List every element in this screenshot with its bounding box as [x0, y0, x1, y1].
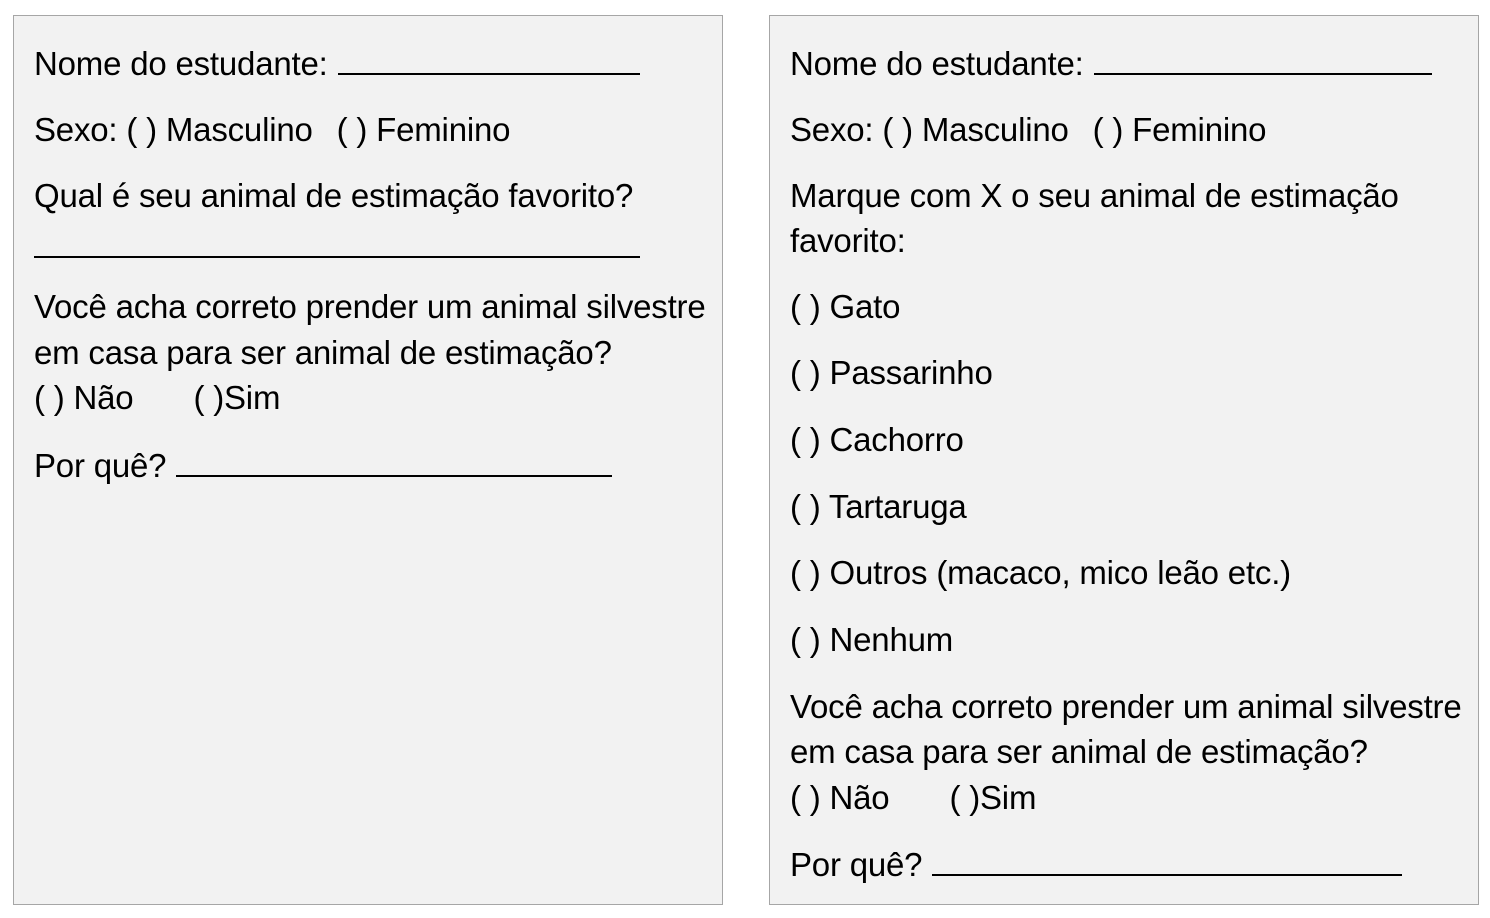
why-answer-blank[interactable]: [176, 445, 612, 477]
sex-option-female[interactable]: ( ) Feminino: [1092, 111, 1267, 148]
questionnaire-version-b: [769, 15, 1479, 905]
pet-option-bird[interactable]: ( ) Passarinho: [790, 354, 993, 391]
sex-label: Sexo:: [790, 111, 874, 148]
why-label: Por quê?: [34, 447, 167, 484]
questionnaire-version-a: [13, 15, 723, 905]
sex-row: [790, 107, 1266, 153]
yes-no-row: [790, 775, 1036, 821]
wild-animal-question-line1: Você acha correto prender um animal silvestre: [34, 288, 706, 325]
pet-option-dog[interactable]: ( ) Cachorro: [790, 421, 964, 458]
student-name-blank[interactable]: [1094, 43, 1432, 75]
pet-option-none[interactable]: ( ) Nenhum: [790, 621, 954, 658]
student-name-label: Nome do estudante:: [790, 45, 1084, 82]
pet-option-others[interactable]: ( ) Outros (macaco, mico leão etc.): [790, 554, 1291, 591]
pet-option-turtle[interactable]: ( ) Tartaruga: [790, 488, 967, 525]
favorite-pet-answer-blank[interactable]: [34, 256, 640, 258]
favorite-pet-question-line2: favorito:: [790, 222, 906, 259]
student-name-row: [34, 41, 640, 87]
yes-no-row: [34, 375, 280, 421]
wild-animal-question-line2: em casa para ser animal de estimação?: [34, 334, 612, 371]
why-label: Por quê?: [790, 846, 923, 883]
option-yes[interactable]: ( )Sim: [949, 779, 1037, 816]
option-no[interactable]: ( ) Não: [34, 379, 134, 416]
sex-row: [34, 107, 510, 153]
wild-animal-question-line1: Você acha correto prender um animal silvestre: [790, 688, 1462, 725]
student-name-label: Nome do estudante:: [34, 45, 328, 82]
why-row: [790, 842, 1402, 888]
sex-option-male[interactable]: ( ) Masculino: [882, 111, 1069, 148]
sex-label: Sexo:: [34, 111, 118, 148]
option-yes[interactable]: ( )Sim: [193, 379, 281, 416]
option-no[interactable]: ( ) Não: [790, 779, 890, 816]
sex-option-male[interactable]: ( ) Masculino: [126, 111, 313, 148]
why-row: [34, 443, 612, 489]
student-name-row: [790, 41, 1432, 87]
favorite-pet-question: Qual é seu animal de estimação favorito?: [34, 177, 634, 214]
pet-option-cat[interactable]: ( ) Gato: [790, 288, 901, 325]
sex-option-female[interactable]: ( ) Feminino: [336, 111, 511, 148]
favorite-pet-question-line1: Marque com X o seu animal de estimação: [790, 177, 1399, 214]
why-answer-blank[interactable]: [932, 844, 1402, 876]
wild-animal-question-line2: em casa para ser animal de estimação?: [790, 733, 1368, 770]
student-name-blank[interactable]: [338, 43, 640, 75]
